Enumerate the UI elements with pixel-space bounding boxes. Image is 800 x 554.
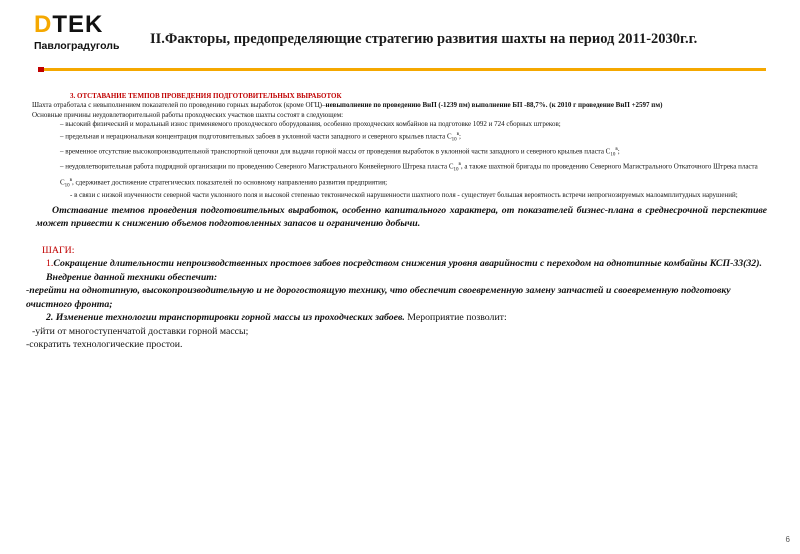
reason-text: ; [617,147,620,156]
superscript: в [69,177,73,183]
step-text-normal: Мероприятие позволит: [404,312,507,324]
reason-text: , сдерживает достижение стратегических показателей по основному направлению развития предприятия; [72,178,388,187]
logo-letters: TEK [52,11,104,38]
reason-item [32,130,767,145]
step-2-bullet: -уйти от многоступенчатой доставки горной массы; [32,325,249,337]
superscript: в [458,162,461,168]
logo-subtitle: Павлоградуголь [34,40,120,52]
reason-item: - в связи с низкой изученности северной части уклонного поля и высокой степенью тектонической нарушенности шахтного поля - существует большая вероятность встречи непрогнозируемых малоамплитудных нарушений; [70,191,738,200]
steps-heading: ШАГИ: [42,244,75,256]
logo-letter-d: D [34,11,53,38]
subscript: 10 [610,152,616,158]
step-2 [32,311,767,325]
step-1-bullet: -перейти на однотипную, высокопроизводительную и не дорогостоящую технику, что обеспечит своевременную замену запчастей и своевременную подготовку очистного фронта; [26,285,731,310]
paragraph-bold-text: невыполнение по проведению ВнП (-1239 пм) выполнение БП -88,7%. (к 2010 г проведение ВнП +2597 пм) [325,101,663,109]
logo-mark [34,12,134,38]
subscript: 10 [64,183,70,189]
step-1 [32,257,767,284]
reason-item [32,145,767,160]
superscript: в [456,131,460,137]
reason-text: – предельная и нерациональная концентрация подготовительных забоев в уклонной части западного и северного крыльев пласта С [60,132,452,141]
reason-text: – неудовлетворительная работа подрядной организации по проведению Северного Магистрального Конвейерного Штрека пласта С [60,162,454,171]
reason-item [32,160,767,191]
header-rule [44,68,766,71]
reason-text: ; [459,132,461,141]
page-title: II.Факторы, предопределяющие стратегию развития шахты на период 2011-2030г.г. [150,31,698,47]
step-2-bullet: -сократить технологические простои. [26,339,183,351]
step-number: 1. [46,258,54,270]
section-title: 3. ОТСТАВАНИЕ ТЕМПОВ ПРОВЕДЕНИЯ ПОДГОТОВИТЕЛЬНЫХ ВЫРАБОТОК [70,92,342,100]
step-text: Сокращение длительности непроизводственных простоев забоев посредством снижения уровня аварийности с переходом на однотипные комбайны КСП-33(32). Внедрение данной техники обеспечит: [46,258,762,283]
conclusion-text: Отставание темпов проведения подготовительных выработок, особенно капитального характера, от показателей бизнес-плана в среднесрочной перспективе может привести к снижению объемов подготовленных запасов и ограничению добычи. [36,204,767,229]
page-number: 6 [785,535,790,544]
paragraph-text: Шахта отработала с невыполнением показателей по проведению горных выработок (кроме ОГЦ)– [32,101,326,109]
reason-item: – высокий физический и моральный износ применяемого проходческого оборудования, особенно проходческих комбайнов на подготовке 1092 и 724 сборных штреков; [60,120,561,129]
superscript: в [615,147,618,153]
subscript: 10 [453,168,459,174]
slide-content [26,92,767,352]
reasons-intro: Основные причины неудовлетворительной работы проходческих участков шахты состоят в следующем: [32,110,344,119]
dtek-logo [34,12,134,60]
reason-text: – временное отсутствие высокопроизводительной транспортной цепочки для выдачи горной массы от проведения выработок в уклонной части западного и северного крыльев пласта С [60,147,611,156]
steps-block [26,244,767,352]
section-paragraph [32,101,767,111]
subscript: 10 [451,137,457,143]
reason-text: , а также шахтной бригады по проведению Северного Магистрального Откаточного Штрека пласта С [60,162,758,187]
step-text: 2. Изменение технологии транспортировки горной массы из проходческих забоев. [46,312,405,324]
